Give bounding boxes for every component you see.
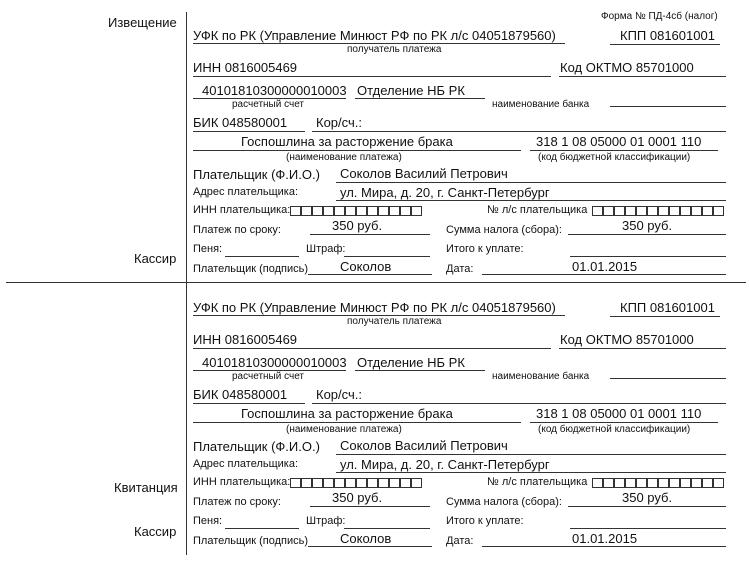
kor-underline	[312, 403, 726, 404]
kbk-caption: (код бюджетной классификации)	[538, 152, 691, 163]
digit-cell[interactable]	[389, 206, 400, 216]
tax-underline	[568, 506, 726, 507]
form-code: Форма № ПД-4сб (налог)	[601, 11, 718, 22]
tax-amount: 350 руб.	[622, 218, 673, 233]
recipient-account: 40101810300000010003	[202, 355, 347, 370]
side-label-cashier: Кассир	[134, 524, 177, 539]
recipient-caption: получатель платежа	[347, 316, 442, 327]
digit-cell[interactable]	[702, 478, 713, 488]
inn-underline	[193, 76, 551, 77]
payer-address: ул. Мира, д. 20, г. Санкт-Петербург	[340, 457, 550, 472]
account-caption: расчетный счет	[232, 99, 305, 110]
due-underline	[310, 506, 430, 507]
digit-cell[interactable]	[323, 478, 334, 488]
purpose-caption: (наименование платежа)	[286, 424, 402, 435]
date-label: Дата:	[446, 263, 474, 275]
digit-cell[interactable]	[345, 478, 356, 488]
side-label-mid: Квитанция	[114, 480, 178, 495]
total-underline	[570, 256, 726, 257]
digit-cell[interactable]	[312, 478, 323, 488]
payment-date: 01.01.2015	[572, 259, 638, 274]
inn-underline	[193, 348, 551, 349]
receipt-section	[0, 272, 749, 562]
digit-cell[interactable]	[345, 206, 356, 216]
payer-account-label: № л/с плательщика	[487, 204, 588, 216]
digit-cell[interactable]	[367, 206, 378, 216]
fine-label: Штраф:	[306, 515, 346, 527]
penalty-underline	[225, 256, 299, 257]
digit-cell[interactable]	[669, 478, 680, 488]
total-label: Итого к уплате:	[446, 515, 524, 527]
digit-cell[interactable]	[680, 478, 691, 488]
digit-cell[interactable]	[625, 478, 636, 488]
bank-extra-underline	[610, 378, 726, 379]
kpp-underline	[610, 44, 720, 45]
date-label: Дата:	[446, 535, 474, 547]
digit-cell[interactable]	[400, 478, 411, 488]
digit-cell[interactable]	[411, 206, 422, 216]
digit-cell[interactable]	[592, 206, 603, 216]
recipient-account: 40101810300000010003	[202, 83, 347, 98]
digit-cell[interactable]	[680, 206, 691, 216]
notice-section	[0, 0, 749, 282]
recipient-oktmo: Код ОКТМО 85701000	[560, 60, 694, 75]
digit-cell[interactable]	[647, 206, 658, 216]
recipient-bik: БИК 048580001	[193, 387, 288, 402]
digit-cell[interactable]	[334, 478, 345, 488]
bik-underline	[193, 403, 305, 404]
digit-cell[interactable]	[592, 478, 603, 488]
due-amount: 350 руб.	[332, 490, 383, 505]
digit-cell[interactable]	[647, 478, 658, 488]
digit-cell[interactable]	[389, 478, 400, 488]
digit-cell[interactable]	[636, 206, 647, 216]
payer-fio: Соколов Василий Петрович	[340, 166, 508, 181]
penalty-label: Пеня:	[193, 515, 223, 527]
digit-cell[interactable]	[367, 478, 378, 488]
recipient-bank: Отделение НБ РК	[357, 83, 465, 98]
kbk-caption: (код бюджетной классификации)	[538, 424, 691, 435]
side-label-top: Извещение	[108, 15, 177, 30]
payment-purpose: Госпошлина за расторжение брака	[241, 134, 453, 149]
tax-underline	[568, 234, 726, 235]
tax-label: Сумма налога (сбора):	[446, 496, 562, 508]
digit-cell[interactable]	[691, 478, 702, 488]
recipient-kpp: КПП 081601001	[620, 300, 715, 315]
purpose-underline	[193, 422, 521, 423]
payment-purpose: Госпошлина за расторжение брака	[241, 406, 453, 421]
digit-cell[interactable]	[356, 478, 367, 488]
kpp-underline	[610, 316, 720, 317]
total-underline	[570, 528, 726, 529]
bik-underline	[193, 131, 305, 132]
digit-cell[interactable]	[400, 206, 411, 216]
digit-cell[interactable]	[356, 206, 367, 216]
digit-cell[interactable]	[625, 206, 636, 216]
penalty-label: Пеня:	[193, 243, 223, 255]
digit-cell[interactable]	[636, 478, 647, 488]
digit-cell[interactable]	[603, 206, 614, 216]
due-amount: 350 руб.	[332, 218, 383, 233]
digit-cell[interactable]	[614, 478, 625, 488]
purpose-caption: (наименование платежа)	[286, 152, 402, 163]
digit-cell[interactable]	[301, 478, 312, 488]
recipient-bik: БИК 048580001	[193, 115, 288, 130]
total-label: Итого к уплате:	[446, 243, 524, 255]
digit-cell[interactable]	[290, 206, 301, 216]
signature-underline	[308, 546, 432, 547]
date-underline	[482, 546, 726, 547]
kbk-underline	[530, 422, 718, 423]
bank-underline	[355, 370, 485, 371]
digit-cell[interactable]	[323, 206, 334, 216]
due-label: Платеж по сроку:	[193, 224, 281, 236]
digit-cell[interactable]	[614, 206, 625, 216]
digit-cell[interactable]	[312, 206, 323, 216]
payment-kbk: 318 1 08 05000 01 0001 110	[536, 406, 702, 421]
payer-account-label: № л/с плательщика	[487, 476, 588, 488]
payer-fio-label: Плательщик (Ф.И.О.)	[193, 439, 320, 454]
digit-cell[interactable]	[411, 478, 422, 488]
payer-inn-label: ИНН плательщика:	[193, 476, 291, 488]
fine-underline	[344, 256, 430, 257]
payment-date: 01.01.2015	[572, 531, 638, 546]
payer-fio: Соколов Василий Петрович	[340, 438, 508, 453]
oktmo-underline	[559, 348, 726, 349]
digit-cell[interactable]	[301, 206, 312, 216]
recipient-kpp: КПП 081601001	[620, 28, 715, 43]
fine-label: Штраф:	[306, 243, 346, 255]
digit-cell[interactable]	[290, 478, 301, 488]
payer-address: ул. Мира, д. 20, г. Санкт-Петербург	[340, 185, 550, 200]
recipient-oktmo: Код ОКТМО 85701000	[560, 332, 694, 347]
kbk-underline	[530, 150, 718, 151]
recipient-inn: ИНН 0816005469	[193, 332, 298, 347]
fine-underline	[344, 528, 430, 529]
bank-extra-underline	[610, 106, 726, 107]
digit-cell[interactable]	[334, 206, 345, 216]
payment-kbk: 318 1 08 05000 01 0001 110	[536, 134, 702, 149]
payer-address-underline	[336, 472, 726, 473]
due-label: Платеж по сроку:	[193, 496, 281, 508]
payer-fio-underline	[336, 182, 726, 183]
digit-cell[interactable]	[603, 478, 614, 488]
account-caption: расчетный счет	[232, 371, 305, 382]
kor-label: Кор/сч.:	[316, 115, 362, 130]
bank-underline	[355, 98, 485, 99]
payer-inn-label: ИНН плательщика:	[193, 204, 291, 216]
kor-underline	[312, 131, 726, 132]
recipient-name: УФК по РК (Управление Минюст РФ по РК л/с 04051879560)	[193, 300, 556, 315]
payer-address-label: Адрес плательщика:	[193, 186, 299, 198]
digit-cell[interactable]	[658, 206, 669, 216]
kor-label: Кор/сч.:	[316, 387, 362, 402]
payer-address-underline	[336, 200, 726, 201]
bank-caption: наименование банка	[492, 371, 590, 382]
digit-cell[interactable]	[702, 206, 713, 216]
digit-cell[interactable]	[713, 206, 724, 216]
recipient-caption: получатель платежа	[347, 44, 442, 55]
oktmo-underline	[559, 76, 726, 77]
side-label-cashier: Кассир	[134, 251, 177, 266]
tax-label: Сумма налога (сбора):	[446, 224, 562, 236]
due-underline	[310, 234, 430, 235]
payer-signature: Соколов	[340, 259, 392, 274]
purpose-underline	[193, 150, 521, 151]
payer-address-label: Адрес плательщика:	[193, 458, 299, 470]
payer-fio-underline	[336, 454, 726, 455]
payer-fio-label: Плательщик (Ф.И.О.)	[193, 167, 320, 182]
digit-cell[interactable]	[691, 206, 702, 216]
digit-cell[interactable]	[658, 478, 669, 488]
signature-label: Плательщик (подпись)	[193, 535, 308, 547]
digit-cell[interactable]	[713, 478, 724, 488]
digit-cell[interactable]	[669, 206, 680, 216]
tax-amount: 350 руб.	[622, 490, 673, 505]
recipient-name: УФК по РК (Управление Минюст РФ по РК л/с 04051879560)	[193, 28, 556, 43]
penalty-underline	[225, 528, 299, 529]
digit-cell[interactable]	[378, 206, 389, 216]
bank-caption: наименование банка	[492, 99, 590, 110]
digit-cell[interactable]	[378, 478, 389, 488]
recipient-inn: ИНН 0816005469	[193, 60, 298, 75]
payer-signature: Соколов	[340, 531, 392, 546]
recipient-bank: Отделение НБ РК	[357, 355, 465, 370]
signature-label: Плательщик (подпись)	[193, 263, 308, 275]
